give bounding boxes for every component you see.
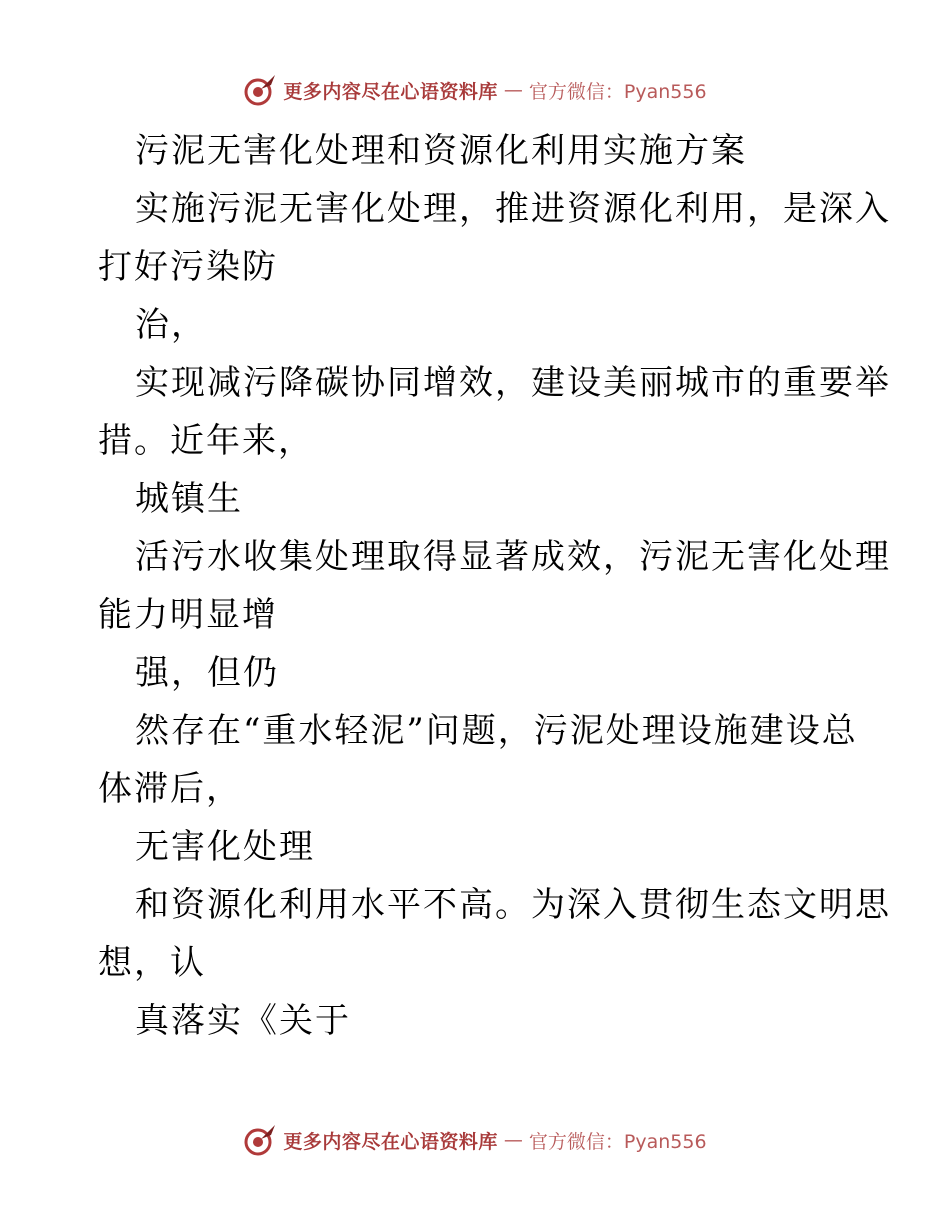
watermark-sub-text: 官方微信：Pyan556 (528, 1130, 707, 1153)
text-line: 活污水收集处理取得显著成效，污泥无害化处理 (135, 537, 891, 577)
watermark-dash: — (503, 1129, 523, 1151)
text-line: 真落实《关于 (135, 1001, 351, 1041)
watermark-main-text: 更多内容尽在心语资料库 (283, 1130, 498, 1153)
quill-logo-icon (243, 1123, 277, 1157)
watermark-header (0, 70, 950, 110)
document-title: 污泥无害化处理和资源化利用实施方案 (135, 131, 747, 171)
text-line: 强，但仍 (135, 653, 279, 693)
text-line: 想，认 (98, 943, 206, 983)
text-line: 城镇生 (135, 479, 243, 519)
text-line: 能力明显增 (98, 595, 278, 635)
watermark-sub-text: 官方微信：Pyan556 (528, 80, 707, 103)
text-line: 实现减污降碳协同增效，建设美丽城市的重要举 (135, 363, 891, 403)
text-line: 治， (135, 305, 207, 345)
quill-logo-icon (243, 73, 277, 107)
text-line: 然存在“重水轻泥”问题，污泥处理设施建设总 (135, 711, 858, 751)
text-line: 措。近年来， (98, 421, 314, 461)
text-line: 体滞后， (98, 769, 242, 809)
text-line: 实施污泥无害化处理，推进资源化利用，是深入 (135, 189, 891, 229)
text-line: 无害化处理 (135, 827, 315, 867)
watermark-main-text: 更多内容尽在心语资料库 (283, 80, 498, 103)
document-body (98, 122, 891, 1050)
text-line: 和资源化利用水平不高。为深入贯彻生态文明思 (135, 885, 891, 925)
text-line: 打好污染防 (98, 247, 278, 287)
watermark-footer (0, 1120, 950, 1160)
watermark-dash: — (503, 79, 523, 101)
